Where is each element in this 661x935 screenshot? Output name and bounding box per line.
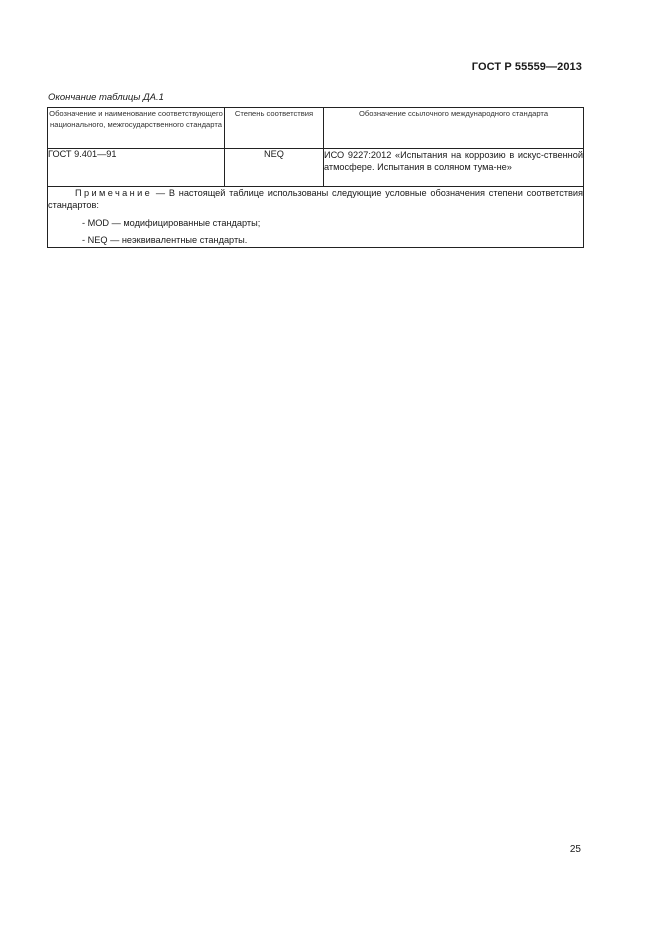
standards-correspondence-table [47,107,584,248]
note-label: Примечание [75,188,153,198]
note-item-neq: - NEQ — неэквивалентные стандарты. [82,235,248,246]
column-header-degree: Степень соответствия [225,108,324,149]
national-standard-cell: ГОСТ 9.401—91 [48,149,225,187]
table-note [48,187,584,248]
note-paragraph [48,187,583,212]
table-note-row [48,187,584,248]
table-row [48,149,584,187]
column-header-international-standard: Обозначение ссылочного международного стандарта [324,108,584,149]
table-header-row [48,108,584,149]
page-number: 25 [569,844,581,855]
document-code: ГОСТ Р 55559—2013 [471,61,582,73]
note-item-mod: - MOD — модифицированные стандарты; [82,217,261,228]
column-header-national-standard: Обозначение и наименование соответствующего национального, межгосударственного стандарта [48,108,225,149]
degree-cell: NEQ [225,149,324,187]
table-caption: Окончание таблицы ДА.1 [48,92,164,103]
international-standard-cell: ИСО 9227:2012 «Испытания на коррозию в искус-ственной атмосфере. Испытания в соляном тума-не» [324,149,584,187]
note-text: — В настоящей таблице использованы следующие условные обозначения степени соответствия стандартов: [48,188,583,211]
